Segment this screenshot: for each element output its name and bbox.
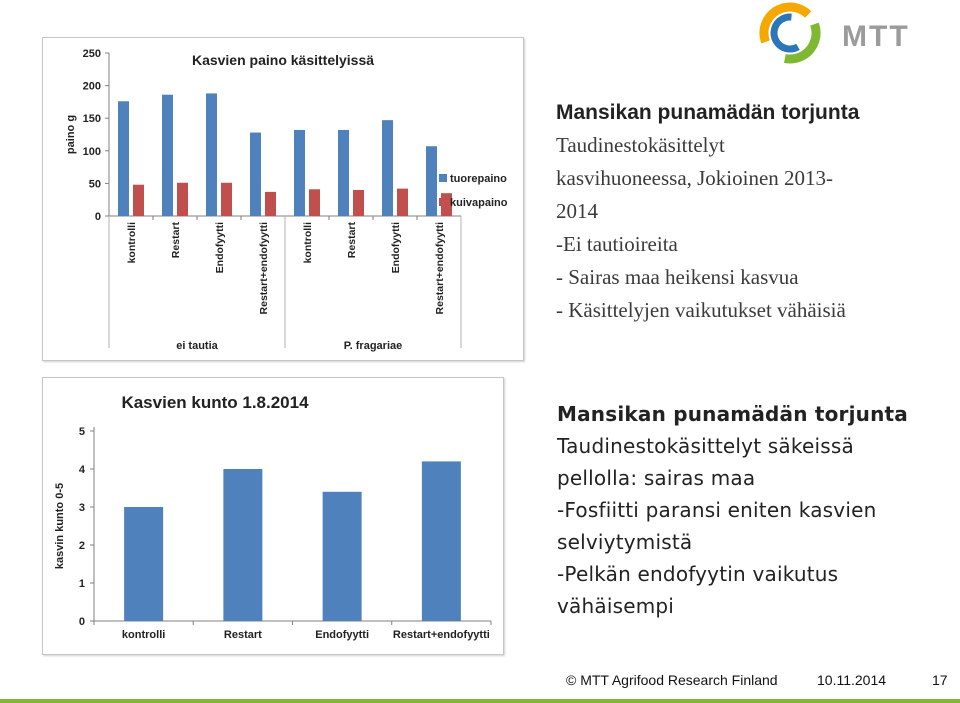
page-number: 17	[932, 672, 948, 688]
field-line: -Pelkän endofyytin vaikutus	[557, 562, 839, 586]
bar-kuivapaino	[177, 183, 188, 216]
bar-tuorepaino	[162, 95, 173, 216]
greenhouse-line: - Käsittelyjen vaikutukset vähäisiä	[556, 298, 846, 322]
bar	[323, 492, 362, 621]
bar-tuorepaino	[206, 93, 217, 216]
x-tick-label: Restart	[223, 629, 262, 641]
condition-chart	[42, 377, 504, 655]
y-tick-label: 0	[78, 616, 85, 628]
bar-kuivapaino	[133, 185, 144, 216]
bar-kuivapaino	[353, 190, 364, 216]
x-tick-label: Restart	[170, 222, 182, 259]
bar-tuorepaino	[338, 130, 349, 216]
weight-chart	[42, 37, 524, 361]
y-tick-label: 4	[78, 464, 85, 476]
y-tick-label: 2	[78, 540, 85, 552]
legend-label: kuivapaino	[450, 197, 508, 209]
bar	[422, 461, 461, 621]
field-heading: Mansikan punamädän torjunta	[557, 402, 908, 426]
greenhouse-line: 2014	[556, 199, 598, 223]
field-line: pellolla: sairas maa	[557, 466, 756, 490]
y-axis-label: paino g	[65, 114, 77, 155]
legend-label: tuorepaino	[450, 173, 507, 185]
bar-tuorepaino	[118, 101, 129, 216]
greenhouse-line: -Ei tautioireita	[556, 232, 678, 256]
y-tick-label: 200	[82, 80, 101, 93]
group-label: ei tautia	[176, 340, 218, 352]
x-tick-label: Endofyytti	[390, 222, 402, 274]
bar	[124, 507, 163, 621]
field-line: -Fosfiitti paransi eniten kasvien	[557, 498, 877, 522]
x-tick-label: Endofyytti	[315, 629, 370, 641]
bar-kuivapaino	[265, 192, 276, 216]
footer	[0, 668, 960, 703]
x-tick-label: Restart	[346, 222, 358, 259]
field-summary	[557, 398, 937, 622]
chart-title: Kasvien kunto 1.8.2014	[121, 393, 309, 412]
greenhouse-heading: Mansikan punamädän torjunta	[556, 101, 860, 124]
y-axis-label: kasvin kunto 0-5	[54, 482, 66, 570]
condition-chart-svg	[43, 378, 503, 654]
y-tick-label: 50	[88, 178, 101, 191]
copyright-text: © MTT Agrifood Research Finland	[566, 672, 778, 688]
x-tick-label: kontrolli	[302, 222, 314, 264]
bar-tuorepaino	[294, 130, 305, 216]
y-tick-label: 3	[78, 502, 85, 514]
bar	[223, 469, 262, 621]
mtt-logo	[758, 2, 938, 64]
footer-accent-bar	[0, 699, 960, 703]
x-tick-label: Restart+endofyytti	[258, 222, 270, 315]
x-tick-label: Endofyytti	[214, 222, 226, 274]
greenhouse-line: Taudinestokäsittelyt	[556, 133, 725, 157]
logo-text: MTT	[842, 20, 910, 53]
x-tick-label: Restart+endofyytti	[434, 222, 446, 315]
group-label: P. fragariae	[343, 340, 403, 352]
footer-date: 10.11.2014	[817, 672, 887, 688]
x-tick-label: Restart+endofyytti	[392, 629, 490, 641]
bar-tuorepaino	[250, 133, 261, 216]
y-tick-label: 100	[82, 145, 101, 158]
greenhouse-summary	[556, 96, 936, 327]
field-line: vähäisempi	[557, 594, 675, 618]
bar-kuivapaino	[397, 189, 408, 216]
greenhouse-line: kasvihuoneessa, Jokioinen 2013-	[556, 166, 834, 190]
legend-swatch	[439, 198, 447, 206]
y-tick-label: 5	[78, 426, 85, 438]
x-tick-label: kontrolli	[126, 222, 138, 264]
bar-kuivapaino	[221, 183, 232, 216]
bar-tuorepaino	[382, 120, 393, 216]
legend-swatch	[439, 174, 447, 182]
y-tick-label: 1	[78, 578, 85, 590]
bar-kuivapaino	[309, 189, 320, 216]
greenhouse-line: - Sairas maa heikensi kasvua	[556, 265, 799, 289]
weight-chart-svg	[43, 38, 523, 360]
y-tick-label: 250	[82, 48, 101, 60]
x-tick-label: kontrolli	[121, 629, 166, 641]
y-tick-label: 150	[82, 113, 101, 126]
chart-title: Kasvien paino käsittelyissä	[191, 52, 375, 68]
bar-tuorepaino	[426, 146, 437, 216]
field-line: selviytymistä	[557, 530, 693, 554]
y-tick-label: 0	[94, 211, 101, 223]
field-line: Taudinestokäsittelyt säkeissä	[557, 434, 854, 458]
